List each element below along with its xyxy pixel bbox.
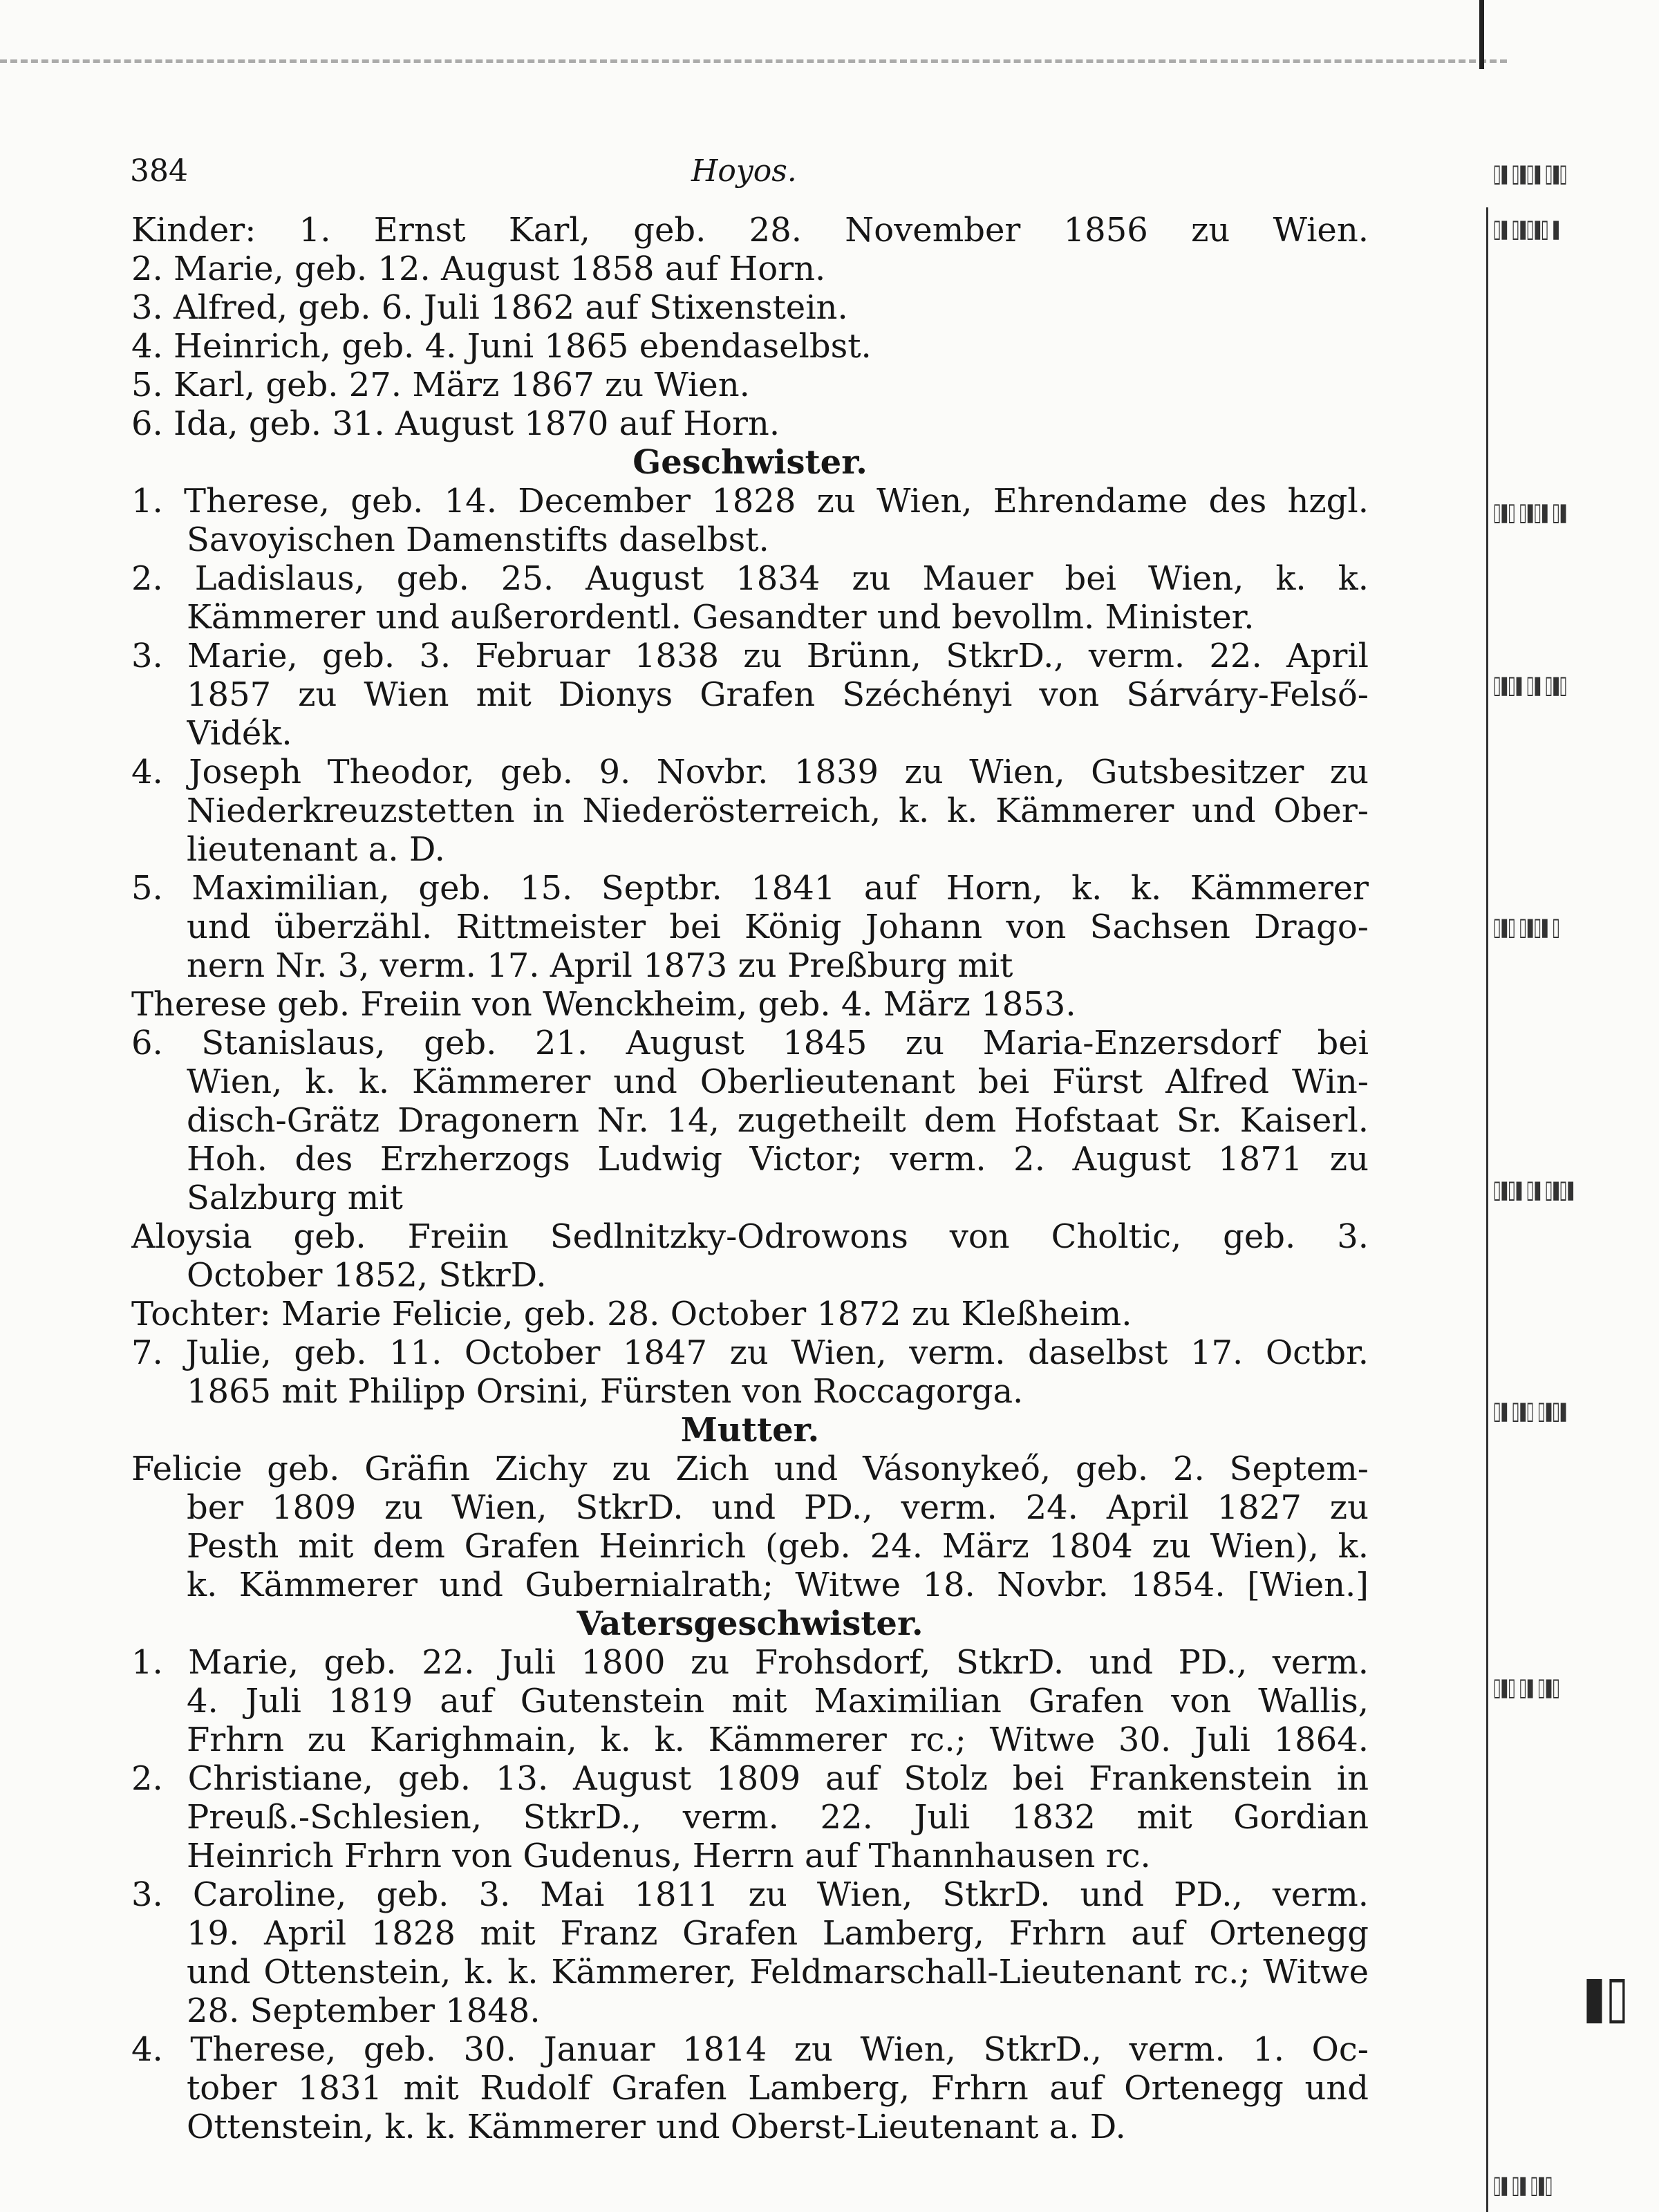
text-line: und Ottenstein, k. k. Kämmerer, Feldmarschall-Lieutenant rc.; Witwe — [187, 1953, 1369, 1991]
text-line: und überzähl. Rittmeister bei König Johann von Sachsen Drago- — [187, 908, 1369, 946]
text-line: 6. Stanislaus, geb. 21. August 1845 zu Maria-Enzersdorf bei — [131, 1024, 1369, 1062]
text-line: 1865 mit Philipp Orsini, Fürsten von Roccagorga. — [187, 1372, 1024, 1411]
text-line: Kinder: 1. Ernst Karl, geb. 28. November 1856 zu Wien. — [131, 211, 1369, 250]
text-line: Heinrich Frhrn von Gudenus, Herrn auf Thannhausen rc. — [187, 1837, 1151, 1875]
text-line: October 1852, StkrD. — [187, 1256, 547, 1295]
running-head: Hoyos. — [691, 153, 797, 189]
text-line: Hoh. des Erzherzogs Ludwig Victor; verm. 2. August 1871 zu — [187, 1140, 1369, 1179]
text-line: 28. September 1848. — [187, 1991, 541, 2030]
adjacent-page-fragment: ▯▮▯ ▯▮▯▮ ▯ — [1493, 912, 1559, 941]
text-line: 4. Joseph Theodor, geb. 9. Novbr. 1839 zu Wien, Gutsbesitzer zu — [131, 753, 1369, 791]
text-line: Savoyischen Damenstifts daselbst. — [187, 521, 769, 559]
text-line: Ottenstein, k. k. Kämmerer und Oberst-Lieutenant a. D. — [187, 2108, 1126, 2146]
text-line: Felicie geb. Gräfin Zichy zu Zich und Vásonykeő, geb. 2. Septem- — [131, 1450, 1369, 1488]
text-line: Vidék. — [187, 714, 292, 753]
text-line: Pesth mit dem Grafen Heinrich (geb. 24. März 1804 zu Wien), k. — [187, 1527, 1369, 1566]
text-line: Preuß.-Schlesien, StkrD., verm. 22. Juli 1832 mit Gordian — [187, 1798, 1369, 1837]
text-line: Wien, k. k. Kämmerer und Oberlieutenant bei Fürst Alfred Win- — [187, 1062, 1369, 1101]
section-heading: Geschwister. — [632, 443, 868, 482]
adjacent-page-fragment: ▯▮ ▯▮▯▮▯ ▮ — [1493, 214, 1559, 243]
adjacent-page-fragment: ▯▮▯▮ ▯▮ ▯▮▯▮ — [1493, 1175, 1574, 1203]
text-line: Kämmerer und außerordentl. Gesandter und bevollm. Minister. — [187, 598, 1255, 637]
text-line: Niederkreuzstetten in Niederösterreich, k. k. Kämmerer und Ober- — [187, 791, 1369, 830]
adjacent-page-fragment: ▯▮▯ ▯▮▯▮ ▯▮ — [1493, 498, 1567, 526]
text-line: tober 1831 mit Rudolf Grafen Lamberg, Frhrn auf Ortenegg und — [187, 2069, 1369, 2108]
text-line: Frhrn zu Karighmain, k. k. Kämmerer rc.; Witwe 30. Juli 1864. — [187, 1721, 1369, 1759]
text-line: 3. Caroline, geb. 3. Mai 1811 zu Wien, StkrD. und PD., verm. — [131, 1875, 1369, 1914]
text-line: 19. April 1828 mit Franz Grafen Lamberg, Frhrn auf Ortenegg — [187, 1914, 1369, 1953]
text-line: disch-Grätz Dragonern Nr. 14, zugetheilt dem Hofstaat Sr. Kaiserl. — [187, 1101, 1369, 1140]
text-line: Aloysia geb. Freiin Sedlnitzky-Odrowons von Choltic, geb. 3. — [131, 1217, 1369, 1256]
section-heading: Vatersgeschwister. — [577, 1604, 924, 1643]
text-line: 1857 zu Wien mit Dionys Grafen Széchényi von Sárváry-Felső- — [187, 675, 1369, 714]
text-line: 2. Ladislaus, geb. 25. August 1834 zu Mauer bei Wien, k. k. — [131, 559, 1369, 598]
text-line: 5. Karl, geb. 27. März 1867 zu Wien. — [131, 366, 750, 404]
adjacent-page-heading-fragment: ▮▯ — [1583, 1963, 1629, 2031]
text-line: 3. Alfred, geb. 6. Juli 1862 auf Stixenstein. — [131, 288, 848, 327]
text-line: 4. Therese, geb. 30. Januar 1814 zu Wien, StkrD., verm. 1. Oc- — [131, 2030, 1369, 2069]
adjacent-page-fragment: ▯▮ ▯▮▯ ▯▮▯▮ — [1493, 1396, 1567, 1425]
text-line: 1. Marie, geb. 22. Juli 1800 zu Frohsdorf, StkrD. und PD., verm. — [131, 1643, 1369, 1682]
adjacent-page-fragment: ▯▮ ▯▮▯▮ ▯▮▯ — [1493, 159, 1567, 187]
text-line: Therese geb. Freiin von Wenckheim, geb. 4. März 1853. — [131, 985, 1076, 1024]
text-line: 7. Julie, geb. 11. October 1847 zu Wien, verm. daselbst 17. Octbr. — [131, 1333, 1369, 1372]
adjacent-page-fragment: ▯▮▯▮ ▯▮ ▯▮▯ — [1493, 671, 1567, 699]
text-line: k. Kämmerer und Gubernialrath; Witwe 18. Novbr. 1854. [Wien.] — [187, 1566, 1369, 1604]
section-heading: Mutter. — [680, 1411, 820, 1450]
adjacent-page-fragment: ▯▮▯ ▯▮ ▯▮▯ — [1493, 1673, 1559, 1701]
page-number: 384 — [130, 153, 188, 189]
text-line: 6. Ida, geb. 31. August 1870 auf Horn. — [131, 404, 780, 443]
text-line: 4. Heinrich, geb. 4. Juni 1865 ebendaselbst. — [131, 327, 872, 366]
text-line: nern Nr. 3, verm. 17. April 1873 zu Preßburg mit — [187, 946, 1013, 985]
text-line: lieutenant a. D. — [187, 830, 445, 869]
text-line: ber 1809 zu Wien, StkrD. und PD., verm. 24. April 1827 zu — [187, 1488, 1369, 1527]
text-line: 4. Juli 1819 auf Gutenstein mit Maximilian Grafen von Wallis, — [187, 1682, 1369, 1721]
text-line: 2. Christiane, geb. 13. August 1809 auf Stolz bei Frankenstein in — [131, 1759, 1369, 1798]
text-line: 1. Therese, geb. 14. December 1828 zu Wien, Ehrendame des hzgl. — [131, 482, 1369, 521]
text-line: 3. Marie, geb. 3. Februar 1838 zu Brünn, StkrD., verm. 22. April — [131, 637, 1369, 675]
text-line: Tochter: Marie Felicie, geb. 28. October 1872 zu Kleßheim. — [131, 1295, 1132, 1333]
adjacent-page-fragment: ▯▮ ▯▮ ▯▮▯ — [1493, 2171, 1553, 2199]
text-line: 2. Marie, geb. 12. August 1858 auf Horn. — [131, 250, 826, 288]
text-line: Salzburg mit — [187, 1179, 403, 1217]
text-line: 5. Maximilian, geb. 15. Septbr. 1841 auf Horn, k. k. Kämmerer — [131, 869, 1369, 908]
